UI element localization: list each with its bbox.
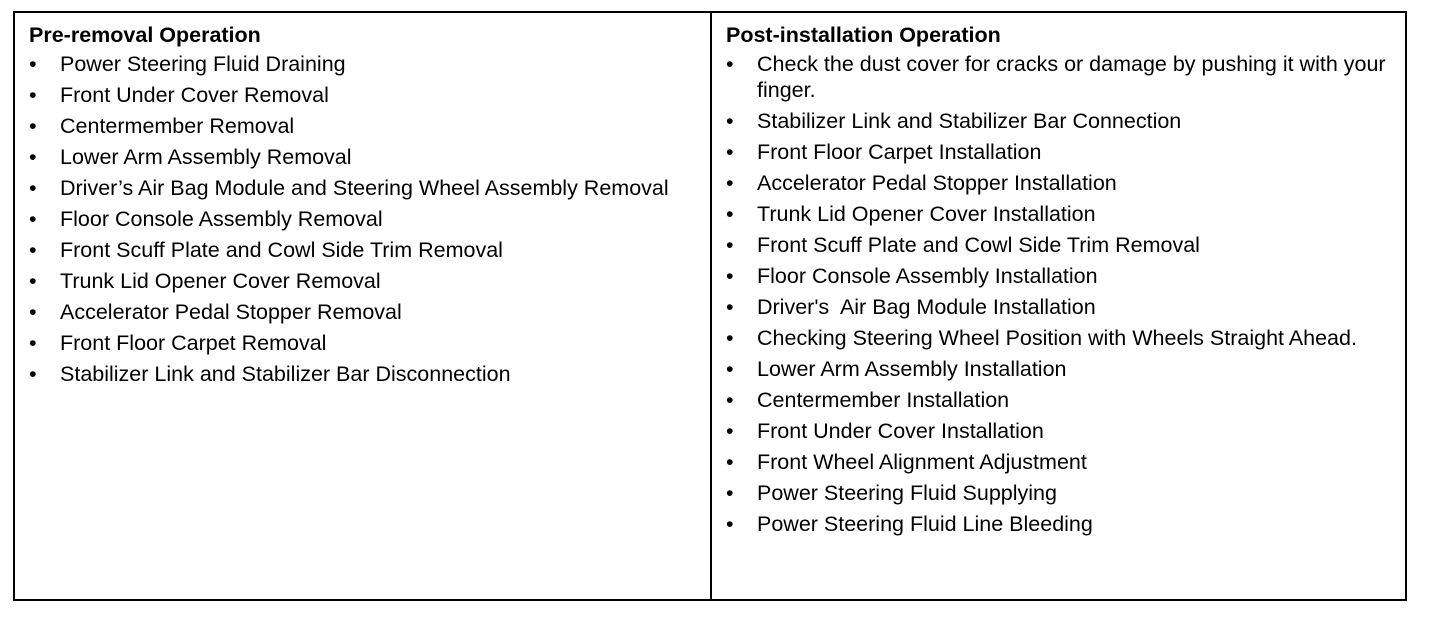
list-item-text: Stabilizer Link and Stabilizer Bar Connection [757,109,1182,133]
bullet-icon: • [726,202,734,226]
list-item [29,268,710,294]
list-item-text: Accelerator Pedal Stopper Installation [757,171,1117,195]
list-item-text: Driver’s Air Bag Module and Steering Wheel Assembly Removal [60,176,669,200]
list-item-text: Centermember Installation [757,388,1010,412]
list-item [29,237,710,263]
bullet-icon: • [726,481,734,505]
list-item [29,51,710,77]
list-item [726,418,1405,444]
bullet-icon: • [726,326,734,350]
list-item [726,51,1405,103]
list-item-text: Front Under Cover Removal [60,83,329,107]
list-item-text: Power Steering Fluid Draining [60,52,346,76]
bullet-icon: • [29,52,37,76]
bullet-icon: • [29,176,37,200]
list-item [29,361,710,387]
list-item-text: Lower Arm Assembly Removal [60,145,352,169]
list-item-text: Trunk Lid Opener Cover Removal [60,269,381,293]
list-item-text: Power Steering Fluid Line Bleeding [757,512,1093,536]
bullet-icon: • [726,233,734,257]
bullet-icon: • [726,140,734,164]
bullet-icon: • [726,357,734,381]
bullet-icon: • [29,83,37,107]
list-item [726,263,1405,289]
list-item-text: Front Floor Carpet Installation [757,140,1042,164]
pre-removal-list [29,51,710,387]
list-item-text: Power Steering Fluid Supplying [757,481,1057,505]
list-item [726,170,1405,196]
list-item-text: Front Floor Carpet Removal [60,331,327,355]
post-installation-list [726,51,1405,537]
bullet-icon: • [29,145,37,169]
list-item [29,330,710,356]
list-item [726,449,1405,475]
bullet-icon: • [726,109,734,133]
list-item [726,108,1405,134]
bullet-icon: • [726,388,734,412]
bullet-icon: • [29,331,37,355]
list-item [726,139,1405,165]
bullet-icon: • [29,238,37,262]
list-item-text: Floor Console Assembly Removal [60,207,383,231]
bullet-icon: • [29,269,37,293]
list-item-text: Stabilizer Link and Stabilizer Bar Disconnection [60,362,511,386]
list-item [29,206,710,232]
list-item [726,511,1405,537]
list-item [29,175,710,201]
list-item [726,356,1405,382]
post-installation-title: Post-installation Operation [726,23,1001,47]
bullet-icon: • [29,362,37,386]
bullet-icon: • [726,52,734,76]
list-item-text: Checking Steering Wheel Position with Wheels Straight Ahead. [757,326,1357,350]
bullet-icon: • [726,450,734,474]
list-item [29,82,710,108]
list-item [726,387,1405,413]
list-item-text: Front Wheel Alignment Adjustment [757,450,1087,474]
list-item [726,232,1405,258]
list-item-text: Front Scuff Plate and Cowl Side Trim Removal [60,238,503,262]
list-item-text: Floor Console Assembly Installation [757,264,1098,288]
list-item [29,144,710,170]
list-item-text: Front Scuff Plate and Cowl Side Trim Removal [757,233,1200,257]
bullet-icon: • [29,300,37,324]
list-item-text: Accelerator Pedal Stopper Removal [60,300,402,324]
list-item-text: Check the dust cover for cracks or damage by pushing it with your finger. [757,52,1386,102]
list-item-text: Front Under Cover Installation [757,419,1044,443]
list-item [29,113,710,139]
list-item-text: Lower Arm Assembly Installation [757,357,1067,381]
list-item [29,299,710,325]
bullet-icon: • [726,171,734,195]
list-item [726,294,1405,320]
operations-table [13,11,1407,601]
list-item [726,480,1405,506]
bullet-icon: • [726,419,734,443]
bullet-icon: • [726,264,734,288]
list-item [726,325,1405,351]
list-item [726,201,1405,227]
bullet-icon: • [726,295,734,319]
bullet-icon: • [29,207,37,231]
list-item-text: Driver's Air Bag Module Installation [757,295,1096,319]
pre-removal-title: Pre-removal Operation [29,23,261,47]
list-item-text: Centermember Removal [60,114,295,138]
list-item-text: Trunk Lid Opener Cover Installation [757,202,1096,226]
post-installation-column [712,13,1405,599]
bullet-icon: • [726,512,734,536]
bullet-icon: • [29,114,37,138]
pre-removal-column [15,13,712,599]
